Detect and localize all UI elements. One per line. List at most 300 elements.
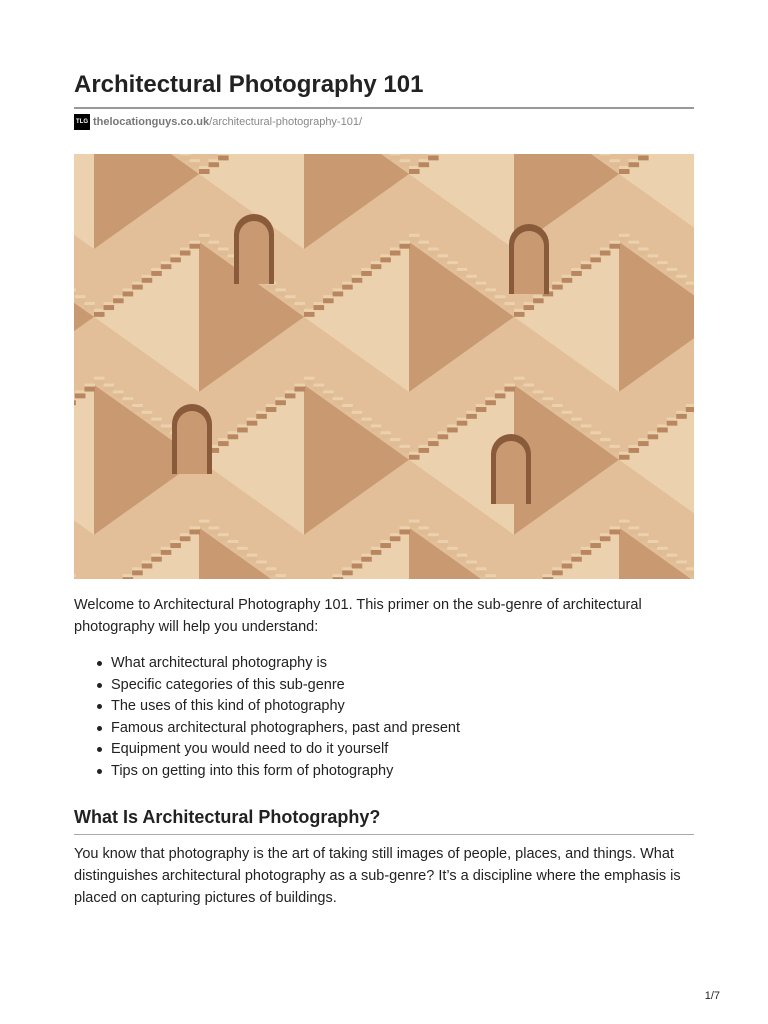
stair-tread	[476, 404, 487, 407]
stair-step	[218, 250, 229, 255]
stair-step	[629, 162, 640, 167]
stair-tread	[199, 520, 210, 523]
stair-step	[629, 448, 640, 453]
stair-tread	[74, 288, 76, 291]
stair-tread	[562, 275, 573, 278]
stair-step	[113, 393, 124, 398]
stair-tread	[380, 254, 391, 257]
stair-step	[419, 244, 430, 249]
stair-tread	[524, 302, 535, 305]
stair-tread	[504, 384, 515, 387]
stair-tread	[447, 261, 458, 264]
stair-tread	[352, 560, 363, 563]
stair-step	[409, 169, 420, 174]
stair-step	[352, 414, 363, 419]
stair-step	[132, 570, 143, 575]
stair-step	[609, 529, 620, 534]
stair-step	[533, 393, 544, 398]
stair-step	[352, 278, 363, 283]
stair-tread	[629, 445, 640, 448]
stair-step	[667, 421, 678, 426]
stair-tread	[84, 384, 95, 387]
source-domain[interactable]: thelocationguys.co.uk	[93, 116, 210, 128]
stair-tread	[104, 384, 115, 387]
stair-tread	[629, 159, 640, 162]
stair-tread	[352, 411, 363, 414]
stair-step	[94, 312, 105, 317]
stair-tread	[590, 254, 601, 257]
stair-tread	[132, 282, 143, 285]
stair-step	[686, 570, 694, 575]
stair-tread	[543, 574, 554, 577]
stair-step	[170, 543, 181, 548]
stair-step	[161, 427, 172, 432]
stair-tread	[609, 159, 620, 162]
list-item: Famous architectural photographers, past and present	[74, 718, 694, 740]
stair-tread	[189, 159, 200, 162]
stair-tread	[199, 166, 210, 169]
stair-step	[151, 271, 162, 276]
stair-step	[609, 448, 620, 453]
stair-tread	[247, 554, 258, 557]
stair-tread	[218, 533, 229, 536]
stair-step	[438, 543, 449, 548]
stair-tread	[457, 418, 468, 421]
stair-step	[209, 529, 220, 534]
stair-step	[600, 536, 611, 541]
stair-step	[600, 250, 611, 255]
stair-tread	[161, 424, 172, 427]
stair-step	[390, 155, 401, 160]
stair-tread	[342, 567, 353, 570]
stair-tread	[657, 424, 668, 427]
stair-tread	[75, 295, 86, 298]
section-paragraph: You know that photography is the art of taking still images of people, places, and things. What distinguishes architectural photography as a sub-genre? It’s a discipline where the emphasis is placed on capturing pictures of buildings.	[74, 846, 681, 906]
stair-tread	[514, 309, 525, 312]
stair-step	[524, 305, 535, 310]
stair-step	[266, 407, 277, 412]
source-link[interactable]	[74, 114, 362, 130]
stair-tread	[390, 154, 401, 155]
stair-tread	[199, 234, 210, 237]
stair-tread	[123, 397, 134, 400]
stair-tread	[657, 547, 668, 550]
stair-tread	[314, 384, 325, 387]
source-path[interactable]: /architectural-photography-101/	[209, 116, 363, 128]
stair-tread	[600, 533, 611, 536]
stair-step	[371, 550, 382, 555]
stair-step	[399, 448, 410, 453]
stair-tread	[304, 377, 315, 380]
stair-step	[590, 543, 601, 548]
stair-tread	[667, 418, 678, 421]
stair-step	[209, 244, 220, 249]
stair-tread	[189, 241, 200, 244]
stair-step	[323, 298, 334, 303]
stair-tread	[581, 424, 592, 427]
stair-step	[199, 523, 210, 528]
stair-step	[275, 577, 286, 579]
stair-step	[142, 278, 153, 283]
stair-tread	[113, 295, 124, 298]
stair-step	[619, 169, 630, 174]
stair-step	[180, 536, 191, 541]
stair-step	[294, 305, 305, 310]
stair-tread	[657, 261, 668, 264]
stair-tread	[180, 533, 191, 536]
stair-step	[600, 155, 611, 160]
stair-tread	[638, 438, 649, 441]
niche-inner	[177, 411, 207, 474]
stair-step	[466, 414, 477, 419]
stair-step	[581, 550, 592, 555]
stair-tread	[648, 431, 659, 434]
stair-tread	[333, 288, 344, 291]
stair-tread	[361, 554, 372, 557]
stair-tread	[428, 154, 439, 155]
stair-step	[533, 298, 544, 303]
stair-step	[476, 285, 487, 290]
stair-tread	[390, 247, 401, 250]
stair-step	[428, 250, 439, 255]
stair-step	[94, 380, 105, 385]
stair-tread	[390, 438, 401, 441]
stair-tread	[399, 526, 410, 529]
title-divider	[74, 107, 694, 109]
list-item: Specific categories of this sub-genre	[74, 675, 694, 697]
stair-tread	[648, 540, 659, 543]
stair-tread	[333, 397, 344, 400]
stair-tread	[218, 247, 229, 250]
stair-tread	[495, 295, 506, 298]
stair-step	[247, 421, 258, 426]
stair-step	[371, 427, 382, 432]
stair-step	[466, 278, 477, 283]
list-item: Tips on getting into this form of photography	[74, 761, 694, 783]
stair-tread	[485, 397, 496, 400]
stair-tread	[323, 390, 334, 393]
stair-step	[676, 563, 687, 568]
stair-step	[466, 563, 477, 568]
stair-step	[294, 387, 305, 392]
stair-step	[447, 264, 458, 269]
stair-step	[409, 523, 420, 528]
stair-step	[638, 155, 649, 160]
stair-tread	[218, 154, 229, 155]
stair-step	[476, 570, 487, 575]
stair-step	[428, 536, 439, 541]
stair-step	[304, 380, 315, 385]
stair-step	[428, 155, 439, 160]
stair-step	[562, 414, 573, 419]
stair-step	[142, 414, 153, 419]
stair-step	[543, 400, 554, 405]
stair-tread	[600, 438, 611, 441]
stepwell-photo	[74, 154, 694, 579]
stair-step	[132, 407, 143, 412]
stair-tread	[619, 452, 630, 455]
stair-step	[390, 441, 401, 446]
stair-tread	[686, 282, 694, 285]
stair-step	[123, 577, 134, 579]
stair-step	[686, 407, 694, 412]
stair-step	[609, 244, 620, 249]
stair-step	[390, 250, 401, 255]
stair-tread	[151, 418, 162, 421]
stair-step	[228, 434, 239, 439]
stair-step	[581, 427, 592, 432]
stair-tread	[161, 261, 172, 264]
stair-step	[314, 305, 325, 310]
stair-step	[619, 523, 630, 528]
hero-image	[74, 154, 694, 579]
stair-tread	[457, 268, 468, 271]
stair-step	[667, 557, 678, 562]
stair-step	[228, 543, 239, 548]
stair-tread	[419, 445, 430, 448]
stair-tread	[142, 560, 153, 563]
stair-tread	[380, 540, 391, 543]
stair-tread	[495, 390, 506, 393]
article-title: Architectural Photography 101	[74, 71, 424, 98]
stair-step	[419, 162, 430, 167]
stair-tread	[275, 288, 286, 291]
stair-tread	[189, 526, 200, 529]
stair-tread	[600, 247, 611, 250]
stair-step	[84, 305, 95, 310]
stair-tread	[256, 560, 267, 563]
stair-step	[438, 257, 449, 262]
stair-step	[104, 387, 115, 392]
topic-list	[74, 653, 694, 782]
stair-step	[84, 387, 95, 392]
stair-tread	[543, 397, 554, 400]
stair-step	[151, 557, 162, 562]
stair-step	[514, 380, 525, 385]
stair-step	[495, 393, 506, 398]
stair-tread	[209, 241, 220, 244]
stair-step	[619, 455, 630, 460]
stair-tread	[342, 404, 353, 407]
stair-step	[428, 441, 439, 446]
stair-tread	[342, 282, 353, 285]
stair-step	[123, 400, 134, 405]
intro-paragraph: Welcome to Architectural Photography 101. This primer on the sub-genre of architectural photography will help you understand:	[74, 597, 642, 635]
stair-tread	[552, 282, 563, 285]
stair-tread	[294, 384, 305, 387]
stair-tread	[676, 560, 687, 563]
stair-step	[504, 305, 515, 310]
stair-tread	[619, 520, 630, 523]
stair-tread	[304, 309, 315, 312]
stair-tread	[237, 424, 248, 427]
stair-tread	[676, 411, 687, 414]
stair-step	[342, 570, 353, 575]
stair-tread	[485, 288, 496, 291]
stair-tread	[562, 411, 573, 414]
stair-step	[562, 278, 573, 283]
stair-tread	[409, 520, 420, 523]
stair-tread	[314, 302, 325, 305]
stair-step	[667, 271, 678, 276]
stair-step	[638, 536, 649, 541]
stair-tread	[466, 560, 477, 563]
wall-lit	[74, 154, 94, 249]
stair-tread	[600, 154, 611, 155]
stair-step	[447, 550, 458, 555]
stair-tread	[581, 261, 592, 264]
stair-step	[419, 448, 430, 453]
stair-tread	[237, 547, 248, 550]
stair-step	[209, 162, 220, 167]
stair-step	[361, 421, 372, 426]
list-item: The uses of this kind of photography	[74, 696, 694, 718]
stair-tread	[75, 390, 86, 393]
stair-step	[266, 570, 277, 575]
stair-step	[74, 400, 76, 405]
stair-tread	[409, 452, 420, 455]
stair-tread	[285, 390, 296, 393]
stair-tread	[170, 254, 181, 257]
stair-tread	[180, 247, 191, 250]
list-item: What architectural photography is	[74, 653, 694, 675]
stair-tread	[371, 547, 382, 550]
stair-step	[438, 434, 449, 439]
stair-step	[419, 529, 430, 534]
stair-tread	[151, 554, 162, 557]
stair-tread	[361, 418, 372, 421]
stair-tread	[629, 526, 640, 529]
stair-tread	[132, 404, 143, 407]
stair-step	[237, 427, 248, 432]
niche-inner	[239, 221, 269, 284]
stair-step	[409, 455, 420, 460]
stair-step	[495, 298, 506, 303]
stair-tread	[419, 526, 430, 529]
stair-tread	[638, 533, 649, 536]
stair-tread	[667, 554, 678, 557]
stair-tread	[228, 431, 239, 434]
stair-tread	[485, 574, 496, 577]
section-divider	[74, 834, 694, 835]
stair-step	[132, 285, 143, 290]
stair-step	[514, 312, 525, 317]
stair-tread	[380, 431, 391, 434]
stair-step	[218, 441, 229, 446]
stair-step	[619, 237, 630, 242]
stair-tread	[256, 411, 267, 414]
stair-step	[371, 264, 382, 269]
stair-step	[275, 400, 286, 405]
stair-tread	[590, 540, 601, 543]
stair-tread	[151, 268, 162, 271]
stair-step	[648, 434, 659, 439]
stair-step	[543, 577, 554, 579]
stair-step	[581, 264, 592, 269]
stair-tread	[142, 275, 153, 278]
stair-step	[113, 298, 124, 303]
stair-step	[189, 529, 200, 534]
stair-step	[75, 393, 86, 398]
stair-step	[123, 291, 134, 296]
stair-tread	[409, 234, 420, 237]
stair-tread	[94, 377, 105, 380]
stair-step	[333, 291, 344, 296]
stair-tread	[170, 540, 181, 543]
stair-step	[218, 536, 229, 541]
stair-tread	[285, 295, 296, 298]
stair-tread	[247, 418, 258, 421]
stair-step	[399, 244, 410, 249]
stair-tread	[476, 282, 487, 285]
stair-step	[590, 257, 601, 262]
wall-lit	[74, 385, 94, 535]
stair-tread	[142, 411, 153, 414]
stair-tread	[323, 295, 334, 298]
stair-tread	[571, 554, 582, 557]
stair-step	[333, 577, 344, 579]
stair-tread	[275, 574, 286, 577]
stair-tread	[399, 159, 410, 162]
stair-tread	[686, 567, 694, 570]
stair-step	[485, 400, 496, 405]
stair-tread	[132, 567, 143, 570]
stair-tread	[638, 247, 649, 250]
stair-tread	[676, 275, 687, 278]
stair-step	[638, 250, 649, 255]
stair-tread	[504, 302, 515, 305]
stair-tread	[466, 275, 477, 278]
stair-step	[504, 387, 515, 392]
stair-tread	[619, 234, 630, 237]
stair-step	[390, 536, 401, 541]
stair-tread	[571, 268, 582, 271]
stair-step	[352, 563, 363, 568]
stair-step	[266, 285, 277, 290]
stair-tread	[161, 547, 172, 550]
stair-tread	[361, 268, 372, 271]
stair-step	[170, 257, 181, 262]
stair-step	[629, 244, 640, 249]
stair-step	[142, 563, 153, 568]
stair-step	[524, 387, 535, 392]
stair-tread	[629, 241, 640, 244]
stair-step	[333, 400, 344, 405]
stair-tread	[562, 560, 573, 563]
site-logo-icon: TLG	[74, 114, 90, 130]
stair-step	[342, 407, 353, 412]
stair-step	[380, 543, 391, 548]
stair-step	[399, 162, 410, 167]
stair-tread	[609, 526, 620, 529]
stair-step	[285, 393, 296, 398]
stair-step	[399, 529, 410, 534]
stair-tread	[609, 445, 620, 448]
stair-tread	[438, 540, 449, 543]
stair-step	[74, 577, 76, 579]
stair-step	[657, 550, 668, 555]
stair-step	[447, 427, 458, 432]
stair-tread	[409, 166, 420, 169]
stair-step	[256, 414, 267, 419]
stair-tread	[180, 154, 191, 155]
stair-step	[189, 244, 200, 249]
stair-step	[104, 305, 115, 310]
stair-tread	[686, 404, 694, 407]
stair-step	[562, 563, 573, 568]
list-item: Equipment you would need to do it yourself	[74, 739, 694, 761]
stair-step	[180, 250, 191, 255]
